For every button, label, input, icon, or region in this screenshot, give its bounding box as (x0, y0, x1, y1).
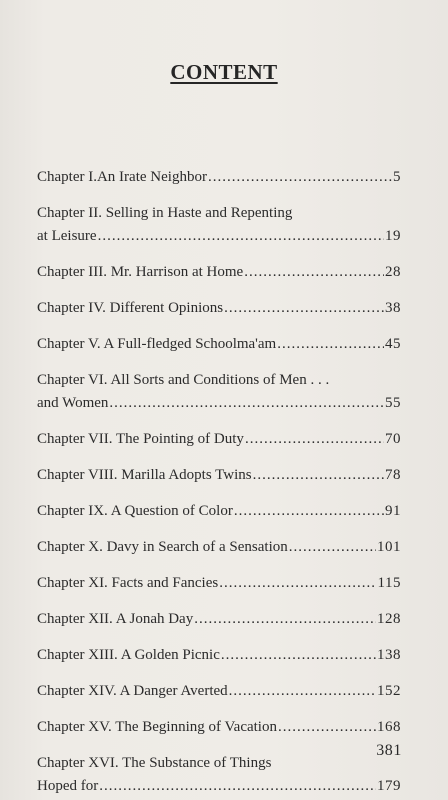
toc-entry-title-line: Chapter XIV. A Danger Averted (37, 683, 228, 699)
toc-entry (37, 428, 401, 451)
toc-entry (37, 680, 401, 703)
toc-entry (37, 572, 401, 595)
toc-entry-title-line: Chapter II. Selling in Haste and Repenting (37, 205, 293, 221)
toc-entry-page-number: 19 (385, 228, 401, 244)
toc-entry-page-number: 78 (385, 467, 401, 483)
dot-leader (289, 536, 376, 559)
toc-entry-title-line: Chapter IX. A Question of Color (37, 503, 233, 519)
toc-entry (37, 536, 401, 559)
toc-entry-title-line: Chapter XVI. The Substance of Things (37, 755, 272, 771)
dot-leader (224, 297, 384, 320)
dot-leader (277, 333, 384, 356)
dot-leader (98, 225, 384, 248)
dot-leader (253, 464, 384, 487)
toc-entry-page-number: 55 (385, 395, 401, 411)
table-of-contents (37, 166, 401, 800)
toc-entry-page-number: 101 (377, 539, 401, 555)
toc-entry-title-line: Chapter VIII. Marilla Adopts Twins (37, 467, 252, 483)
toc-entry (37, 166, 401, 189)
toc-entry-title-line: Chapter XIII. A Golden Picnic (37, 647, 220, 663)
toc-entry-title-line: Chapter XV. The Beginning of Vacation (37, 719, 277, 735)
page-title: CONTENT (170, 60, 278, 84)
toc-entry-page-number: 168 (377, 719, 401, 735)
toc-entry (37, 644, 401, 667)
toc-entry (37, 716, 401, 739)
toc-entry-page-number: 138 (377, 647, 401, 663)
dot-leader (234, 500, 384, 523)
toc-entry-title-line: Chapter VII. The Pointing of Duty (37, 431, 244, 447)
dot-leader (244, 261, 384, 284)
toc-entry-page-number: 70 (385, 431, 401, 447)
toc-entry-title-line: Chapter I.An Irate Neighbor (37, 169, 207, 185)
toc-entry-title-line: Chapter X. Davy in Search of a Sensation (37, 539, 288, 555)
toc-entry-title-line: Chapter V. A Full-fledged Schoolma'am (37, 336, 277, 352)
dot-leader (229, 680, 376, 703)
toc-entry-title-line: Chapter III. Mr. Harrison at Home (37, 264, 244, 280)
toc-entry (37, 464, 401, 487)
page-number: 381 (376, 742, 402, 759)
dot-leader (245, 428, 384, 451)
dot-leader (221, 644, 376, 667)
toc-entry-title-line: Chapter XII. A Jonah Day (37, 611, 194, 627)
toc-entry-page-number: 5 (393, 169, 401, 185)
toc-entry-title-line: Chapter IV. Different Opinions (37, 300, 224, 316)
toc-entry (37, 333, 401, 356)
toc-entry-page-number: 152 (377, 683, 401, 699)
dot-leader (208, 166, 392, 189)
dot-leader (99, 775, 376, 798)
toc-entry (37, 752, 401, 798)
toc-entry (37, 261, 401, 284)
toc-entry-title-line: Chapter VI. All Sorts and Conditions of Men . . . (37, 372, 330, 388)
toc-entry (37, 608, 401, 631)
toc-entry (37, 202, 401, 248)
toc-entry-page-number: 179 (377, 778, 401, 794)
toc-entry (37, 297, 401, 320)
toc-entry-page-number: 115 (377, 575, 401, 591)
dot-leader (278, 716, 376, 739)
toc-entry-title-line: Hoped for (37, 778, 99, 794)
toc-entry-title-line: Chapter XI. Facts and Fancies (37, 575, 219, 591)
toc-entry-title-line: and Women (37, 395, 109, 411)
toc-entry (37, 500, 401, 523)
dot-leader (219, 572, 376, 595)
toc-entry-page-number: 91 (385, 503, 401, 519)
toc-entry-page-number: 28 (385, 264, 401, 280)
dot-leader (109, 392, 384, 415)
toc-entry-title-line: at Leisure (37, 228, 97, 244)
toc-entry-page-number: 45 (385, 336, 401, 352)
toc-entry-page-number: 38 (385, 300, 401, 316)
dot-leader (194, 608, 376, 631)
toc-entry (37, 369, 401, 415)
toc-entry-page-number: 128 (377, 611, 401, 627)
